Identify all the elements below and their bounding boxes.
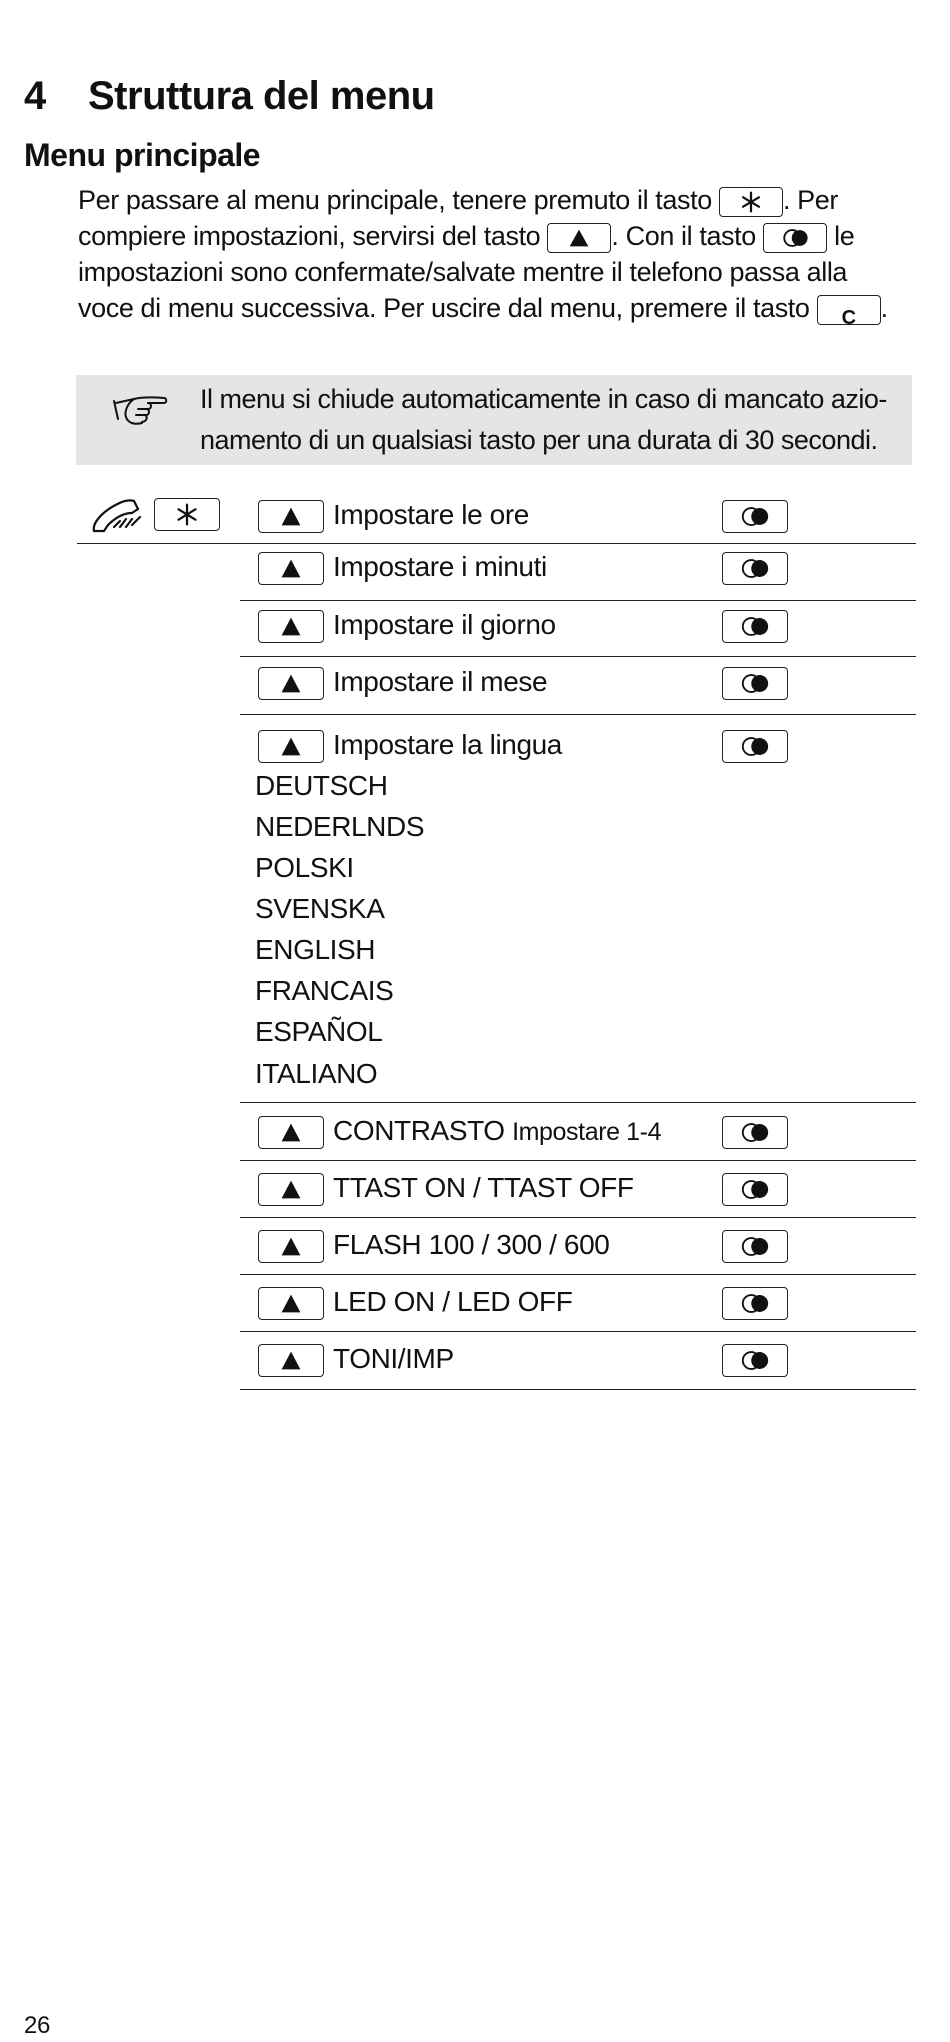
confirm-key-icon (722, 667, 788, 700)
handset-icon (90, 497, 144, 537)
menu-row-more-1 (333, 1229, 609, 1261)
menu-row-1 (333, 551, 547, 583)
confirm-key-icon (722, 1287, 788, 1320)
confirm-key-icon (722, 552, 788, 585)
intro-text: . Per (782, 185, 838, 215)
confirm-key-icon (722, 610, 788, 643)
language-option: ESPAÑOL (255, 1016, 383, 1047)
menu-row-0 (333, 499, 529, 531)
menu-item-label: Impostare i minuti (333, 551, 547, 582)
menu-row-4 (333, 729, 562, 761)
menu-item-sublabel: Impostare 1-4 (512, 1118, 662, 1146)
menu-item-label: TTAST ON / TTAST OFF (333, 1172, 634, 1203)
up-arrow-key-icon (258, 1173, 324, 1206)
intro-text: compiere impostazioni, servirsi del tasto (78, 221, 541, 251)
language-option: ENGLISH (255, 934, 376, 965)
section-title: Menu principale (24, 137, 261, 173)
menu-item-label: Impostare le ore (333, 499, 529, 530)
up-arrow-key-icon (258, 667, 324, 700)
menu-item-label: Impostare il giorno (333, 609, 556, 640)
intro-line-1 (78, 182, 938, 218)
intro-text: . Con il tasto (611, 221, 756, 251)
confirm-key-icon (763, 223, 827, 253)
table-row-divider (240, 1217, 916, 1218)
up-arrow-key-icon (258, 1230, 324, 1263)
menu-row-3 (333, 666, 547, 698)
table-row-divider (240, 714, 916, 715)
table-row-divider (240, 656, 916, 657)
up-arrow-key-icon (547, 223, 611, 253)
up-arrow-key-icon (258, 1287, 324, 1320)
intro-line-3: impostazioni sono confermate/salvate mentre il telefono passa alla (78, 257, 848, 287)
star-key-icon (719, 187, 783, 217)
chapter-number: 4 (24, 74, 46, 118)
confirm-key-icon (722, 1230, 788, 1263)
menu-item-label: FLASH 100 / 300 / 600 (333, 1229, 610, 1260)
menu-row-contrast (333, 1115, 661, 1147)
confirm-key-icon (722, 1116, 788, 1149)
clear-key-label: C (841, 306, 856, 329)
intro-text: Per passare al menu principale, tenere premuto il tasto (78, 185, 712, 215)
up-arrow-key-icon (258, 500, 324, 533)
up-arrow-key-icon (258, 1116, 324, 1149)
note-line-2: namento di un qualsiasi tasto per una durata di 30 secondi. (200, 425, 878, 455)
pointing-hand-icon (112, 389, 168, 429)
up-arrow-key-icon (258, 610, 324, 643)
table-row-divider (240, 1160, 916, 1161)
page-number: 26 (24, 2012, 50, 2039)
menu-item-label: TONI/IMP (333, 1343, 454, 1374)
intro-text: voce di menu successiva. Per uscire dal menu, premere il tasto (78, 293, 810, 323)
clear-key-icon (817, 295, 881, 329)
table-row-divider (240, 1389, 916, 1390)
confirm-key-icon (722, 1173, 788, 1206)
chapter-title: Struttura del menu (88, 74, 435, 118)
star-key-icon (154, 498, 220, 531)
intro-text: le (834, 221, 855, 251)
table-row-divider (240, 1274, 916, 1275)
language-option: POLSKI (255, 852, 354, 883)
menu-item-label: CONTRASTO (333, 1115, 505, 1146)
menu-item-label: Impostare il mese (333, 666, 548, 697)
menu-row-more-2 (333, 1286, 572, 1318)
table-row-divider (240, 600, 916, 601)
intro-text: . (880, 293, 888, 323)
confirm-key-icon (722, 1344, 788, 1377)
language-option: SVENSKA (255, 893, 385, 924)
table-row-divider (77, 543, 916, 544)
intro-line-4 (78, 290, 938, 329)
up-arrow-key-icon (258, 730, 324, 763)
menu-row-2 (333, 609, 556, 641)
confirm-key-icon (722, 500, 788, 533)
language-option: FRANCAIS (255, 975, 394, 1006)
language-option: DEUTSCH (255, 770, 388, 801)
menu-row-more-3 (333, 1343, 454, 1375)
intro-line-2 (78, 218, 938, 254)
table-row-divider (240, 1331, 916, 1332)
language-option: NEDERLNDS (255, 811, 425, 842)
menu-item-label: Impostare la lingua (333, 729, 562, 760)
menu-row-more-0 (333, 1172, 634, 1204)
note-text (200, 379, 887, 461)
note-box (76, 375, 912, 465)
chapter-heading (24, 74, 435, 119)
menu-item-label: LED ON / LED OFF (333, 1286, 573, 1317)
language-option: ITALIANO (255, 1058, 378, 1089)
confirm-key-icon (722, 730, 788, 763)
up-arrow-key-icon (258, 1344, 324, 1377)
table-row-divider (240, 1102, 916, 1103)
intro-paragraph (78, 182, 938, 329)
up-arrow-key-icon (258, 552, 324, 585)
note-line-1: Il menu si chiude automaticamente in caso di mancato azio- (200, 384, 887, 414)
